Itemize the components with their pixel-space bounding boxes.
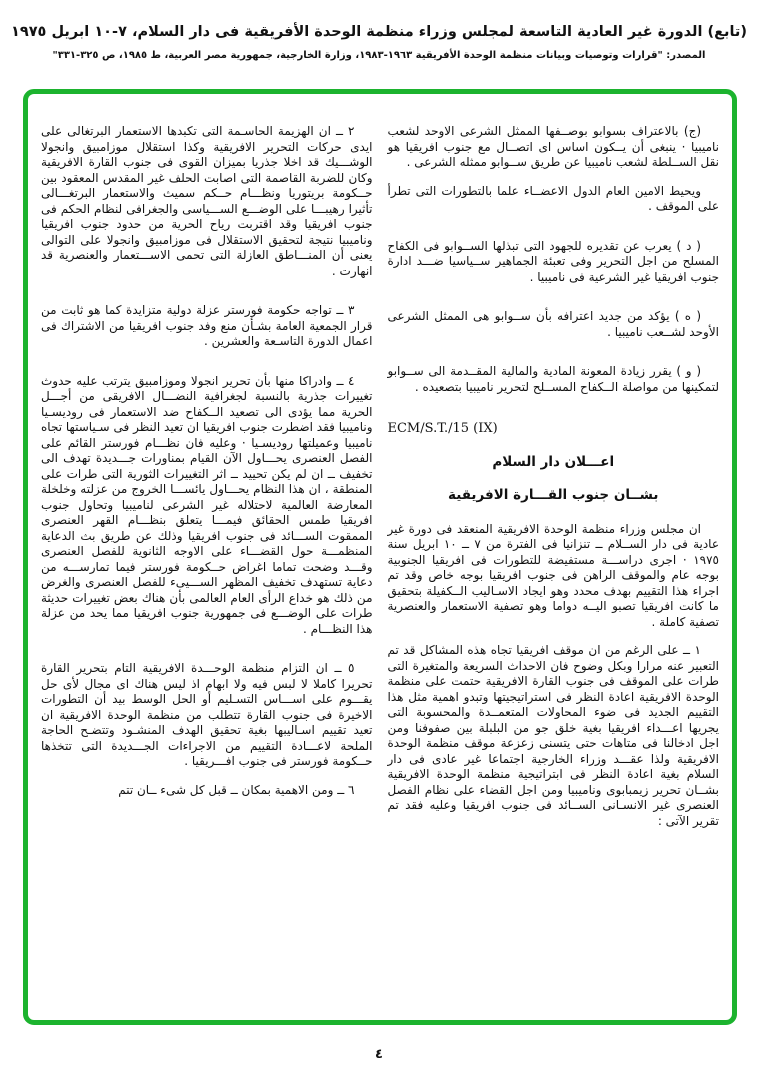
source-line: المصدر: "قرارات وتوصيات وبيانات منظمة الوحدة الأفريقية ١٩٦٣-١٩٨٣، وزارة الخارجية، جمهورية مصر العربية، ط ١٩٨٥، ص ٣٢٥-٣٣١"	[52, 50, 706, 61]
page-title: (تابع) الدورة غير العادية التاسعة لمجلس وزراء منظمة الوحدة الأفريقية فى دار السلام، ٧-١٠ ابريل ١٩٧٥	[11, 24, 747, 40]
paragraph-2: ٢ ــ ان الهزيمة الحاسـمة التى تكبدها الاستعمار البرتغالى على ايدى حركات التحرير الافريقية وكذا استقلال موزامبيق وانجولا الوشـــيك قد اخلا جذريا بميزان القوى فى جنوب القارة الافريقية وكان للضربة القاصمة التى اصابت الحلف غير المقدس المعقود بين حــكومة بريتوريا ونظـــام حــكم سميث والاستعمار البرتغـــالى تأثيرا رهيبـــا على الوضـــع الســـياسى والجغرافى لنظام الحكم فى جنوب افريقيا وقد اقتربت رياح الحرية من حدود جنوب افريقيا وناميبيا نتيجة لتحقيق الاستقلال فى موزامبيق وانجولا على التوالى يعنى أن المنـــاطق العازلة التى تحمى الاســـتعمار والعنصرية قد انهارت .	[41, 124, 373, 278]
paragraph-h: ( ه ) يؤكد من جديد اعترافه بأن ســوابو هى الممثل الشرعى الأوحد لشــعب ناميبيا .	[387, 309, 719, 339]
paragraph-1: ١ ــ على الرغم من ان موقف افريقيا تجاه هذه المشاكل قد تم التعبير عنه مرارا وبكل وضوح فان الاحداث السريعة والمتغيرة التى طرات على الموقف فى جنوب القارة الافريقية حتمت على منظمة الوحدة الافريقية اعادة النظر فى استراتيجيتها وتبدو اهمية مثل هذا التقييم الجديد فى ضوء المحاولات المتعمــدة والمحسوبة التى يجريها اعـــداء افريقيا بغية خلق جو من البلبلة بين صفوفنا ومن اجل ادخالنا فى متاهات حتى يتسنى زعزعة موقف منظمة الوحدة الافريقية ولذا عقـــد وزراء الخارجية اجتماعا غير عادى فى دار السلام بغية اعادة النظر فى ابتراتيجية منظمة الوحدة الافريقية بشــان تحرير زيمبابوى وناميبيا ومن اجل القضاء على نظام الفصل العنصرى غير الانسـانى الســائد فى جنوب افريقيا وعليه فقد تم تقرير الآتى :	[387, 643, 719, 828]
page-number: ٤	[375, 1047, 383, 1062]
paragraph-5: ٥ ــ ان التزام منظمة الوحـــدة الافريقية التام بتحرير القارة تحريرا كاملا لا لبس فيه ولا ابهام اذ ليس هناك اى مجال لأى حل يقـــوم على اســـاس التسـليم أو الحل الوسط بيد أن التطورات الاخيرة فى جنوب القارة تتطلب من منظمة الوحدة الافريقية ان تعيد تقييم اسـاليبها بغية تحقيق الهدف المنشـود وتتضـح الحاجة الملحة لاعـــادة التقييم من الاجراءات الجـــديدة التى تتخذها حــكومة فورستر فى جنوب افـــريقيا .	[41, 661, 373, 768]
paragraph-w: ( و ) يقرر زيادة المعونة المادية والمالية المقــدمة الى ســوابو لتمكينها من مواصلة الــكفاح المســلح لتحرير ناميبيا بتصعيده .	[387, 364, 719, 394]
paragraph-secretary-general: ويحيط الامين العام الدول الاعضــاء علما بالتطورات التى تطرأ على الموقف .	[387, 183, 719, 213]
paragraph-6: ٦ ــ ومن الاهمية بمكان ــ قبل كل شىء ــان تتم	[118, 782, 355, 797]
left-column	[41, 124, 373, 1006]
document-columns	[41, 124, 719, 1006]
paragraph-c: (ج) بالاعتراف بسوابو بوصــفها الممثل الشرعى الاوحد لشعب ناميبيا · ينبغى أن يــكون اساس اى اتصــال مع جنوب افريقيا هو نقل الســلطة لشعب ناميبيا عن طريق ســوابو ممثله الشرعى .	[387, 124, 719, 169]
page-header	[0, 24, 758, 61]
declaration-subtitle-heading: بشــان جنوب القـــارة الافريقية	[448, 487, 659, 503]
paragraph-d: ( د ) يعرب عن تقديره للجهود التى تبذلها الســوابو فى الكفاح المسلح من اجل التحرير وفى تعبئة الجماهير ســياسيا ضـــد ادارة جنوب افريقيا غير الشرعية فى ناميبيا .	[387, 238, 719, 284]
paragraph-intro: ان مجلس وزراء منظمة الوحدة الافريقية المنعقد فى دورة غير عادية فى دار الســلام ــ تنزانيا فى الفترة من ٧ ــ ١٠ ابريل سنة ١٩٧٥ · اجرى دراســـة مستفيضة للتطورات فى افريقيا الجنوبية بوجه عام والموقف الراهن فى جنوب افريقيا بوجه خاص وقد تم اجراء هذا التقييم بهدف محدد وهو ايجاد الاسـاليب الــكفيلة بتحقيق ما كانت افريقيا تصبو اليــه دواما وهو تصفية الاستعمار والعنصرية تصفية كاملة .	[387, 521, 720, 629]
right-column	[388, 124, 720, 1006]
declaration-title-heading: اعـــلان دار السلام	[492, 453, 615, 470]
paragraph-3: ٣ ــ تواجه حكومة فورستر عزلة دولية متزايدة كما هو ثابت من قرار الجمعية العامة بشـأن منع وفد جنوب افريقيا من الاشتراك فى اعمال الدورة التاسـعة والعشرين .	[41, 303, 373, 348]
reference-code: ECM/S.T./15 (IX)	[387, 421, 498, 436]
document-box	[23, 89, 737, 1025]
paragraph-4: ٤ ــ وادراكا منها بأن تحرير انجولا وموزامبيق يترتب عليه حدوث تغييرات جذرية بالنسبة لجغرافية النضـــال الافريقى من أجـــل الحرية مما يؤدى الى تصعيد الــكفاح ضد الاستعمار فى روديسـيا وناميبيا فقد اضطرت جنوب افريقيا ان تعيد النظر فى سـياستها تجاه ناميبيا وعميلتها روديسـيا · وعليه فان نظـــام فورستر القائم على الفصل العنصرى يحـــاول الآن القيام بمناورات جـــديدة تهدف الى تخفيف ــ ان لم يكن تحييد ــ اثر التغييرات الثورية التى طرات على المنطقة ، ان هذا النظام يحـــاول يائســـا الخروج من عزلته وخلخلة المعارضة العالمية لاحتلاله غير الشرعى لناميبيا وتحاول جنوب افريقيا طمس الحقائق فيمـــا يتعلق بنظـــام القهر العنصرى الممقوت الســـائد فى جنوب افريقيا وذلك عن طريق بث الدعاية المنظمـــة حول القضـــاء على الاوجه الثانوية للفصل العنصرى وقـــد وضحت تماما اغراض حــكومة فورستر فيما تمارســـه من دعاية تستهدف تخفيف المظهر الســـيىء للفصل العنصرى والغرض من ذلك هو خداع الرأى العام العالمى بأن هناك بعض تغييرات حديثة طرات على الوضـــع فى جمهورية جنوب افريقيا مما يحد من عزلة هذا النظـــام .	[41, 373, 373, 636]
